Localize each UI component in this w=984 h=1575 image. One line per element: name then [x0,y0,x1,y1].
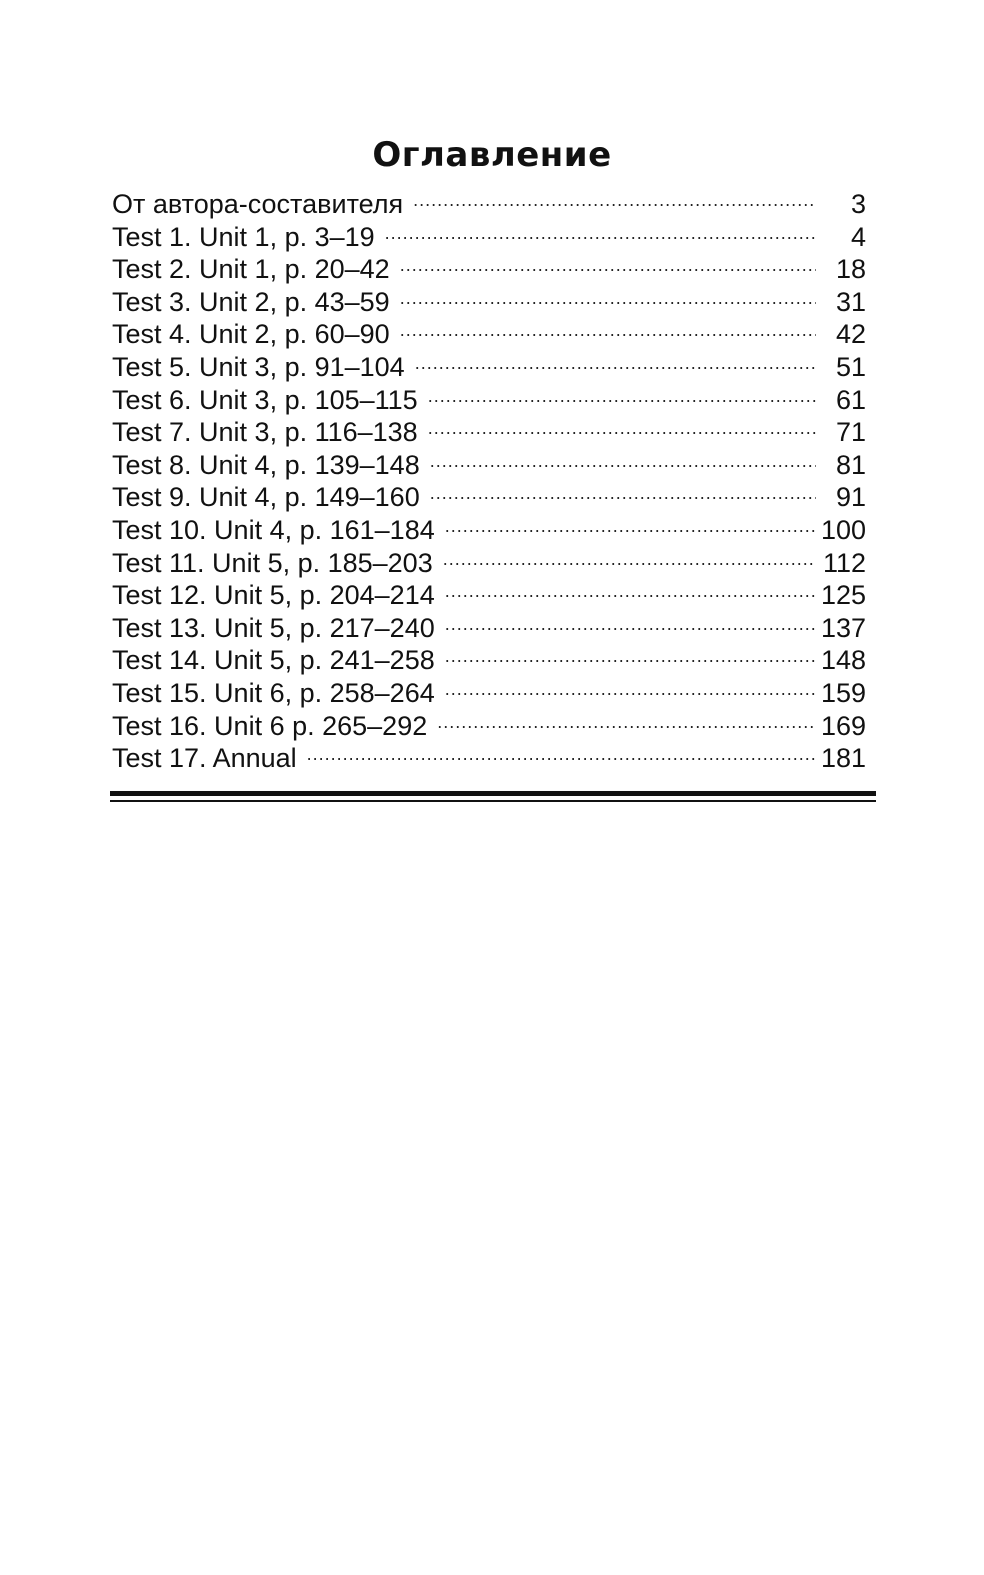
dot-leader [413,189,816,221]
dot-leader [430,482,816,514]
toc-entry-page-number: 100 [820,514,866,545]
toc-entry-page-number: 4 [850,221,866,252]
dot-leader [445,515,816,547]
toc-entry-page-number: 91 [835,482,866,513]
toc-entry-label: Test 2. Unit 1, p. 20–42 [112,254,390,285]
toc-entry-page-number: 61 [835,384,866,415]
toc-entry-label: Test 1. Unit 1, p. 3–19 [112,221,375,252]
toc-entry-page-number: 42 [835,319,866,350]
toc-entry-page-number: 51 [835,351,866,382]
toc-entry-page-number: 125 [820,580,866,611]
toc-entry [112,384,866,417]
toc-entry [112,677,866,710]
dot-leader [400,286,816,318]
toc-entry-label: Test 14. Unit 5, p. 241–258 [112,645,435,676]
toc-entry-page-number: 3 [850,189,866,219]
toc-entry [112,416,866,449]
dot-leader [400,254,816,286]
toc-entry-label: Test 6. Unit 3, p. 105–115 [112,384,418,415]
toc-entry [112,547,866,580]
toc-entry-page-number: 181 [820,743,866,774]
toc-entry-label: Test 5. Unit 3, p. 91–104 [112,351,405,382]
toc-entry-label: Test 3. Unit 2, p. 43–59 [112,286,390,317]
dot-leader [415,352,816,384]
toc-entry [112,221,866,254]
toc-entry-label: Test 13. Unit 5, p. 217–240 [112,612,435,643]
toc-entry-page-number: 148 [820,645,866,676]
toc-entry [112,579,866,612]
dot-leader [307,743,816,775]
toc-entry [112,644,866,677]
toc-entry-label: Test 8. Unit 4, p. 139–148 [112,449,420,480]
dot-leader [428,417,816,449]
toc-entry-page-number: 159 [820,677,866,708]
dot-leader [437,710,816,742]
toc-entry-label: Test 9. Unit 4, p. 149–160 [112,482,420,513]
toc-entry [112,188,866,221]
toc-entry [112,318,866,351]
toc-entry-page-number: 81 [835,449,866,480]
toc-entry-page-number: 31 [835,286,866,317]
toc-entry [112,286,866,319]
toc-entry [112,253,866,286]
dot-leader [445,645,816,677]
toc-entry [112,612,866,645]
toc-entry-label: Test 10. Unit 4, p. 161–184 [112,514,435,545]
toc-entry-label: Test 12. Unit 5, p. 204–214 [112,580,435,611]
dot-leader [428,384,816,416]
toc-entry-label: Test 4. Unit 2, p. 60–90 [112,319,390,350]
toc-entry [112,514,866,547]
divider-thick [110,791,876,796]
toc-entry-label: Test 7. Unit 3, p. 116–138 [112,417,418,448]
toc-entry [112,449,866,482]
toc-entry [112,742,866,775]
table-of-contents [112,188,866,775]
dot-leader [445,678,816,710]
dot-leader [385,221,816,253]
toc-entry [112,710,866,743]
toc-entry-label: Test 15. Unit 6, p. 258–264 [112,677,435,708]
dot-leader [400,319,816,351]
page-title: Оглавление [372,134,612,175]
toc-entry-page-number: 112 [822,547,866,578]
dot-leader [430,449,816,481]
dot-leader [445,612,816,644]
dot-leader [445,580,816,612]
toc-entry-page-number: 169 [820,710,866,741]
toc-entry-page-number: 137 [820,612,866,643]
toc-entry-label: Test 16. Unit 6 p. 265–292 [112,710,428,741]
toc-entry [112,481,866,514]
divider-thin [110,800,876,802]
toc-entry [112,351,866,384]
toc-entry-label: От автора-составителя [112,189,404,219]
dot-leader [443,547,816,579]
toc-entry-page-number: 18 [835,254,866,285]
toc-entry-label: Test 17. Annual [112,743,297,774]
toc-entry-page-number: 71 [835,417,866,448]
toc-entry-label: Test 11. Unit 5, p. 185–203 [112,547,433,578]
